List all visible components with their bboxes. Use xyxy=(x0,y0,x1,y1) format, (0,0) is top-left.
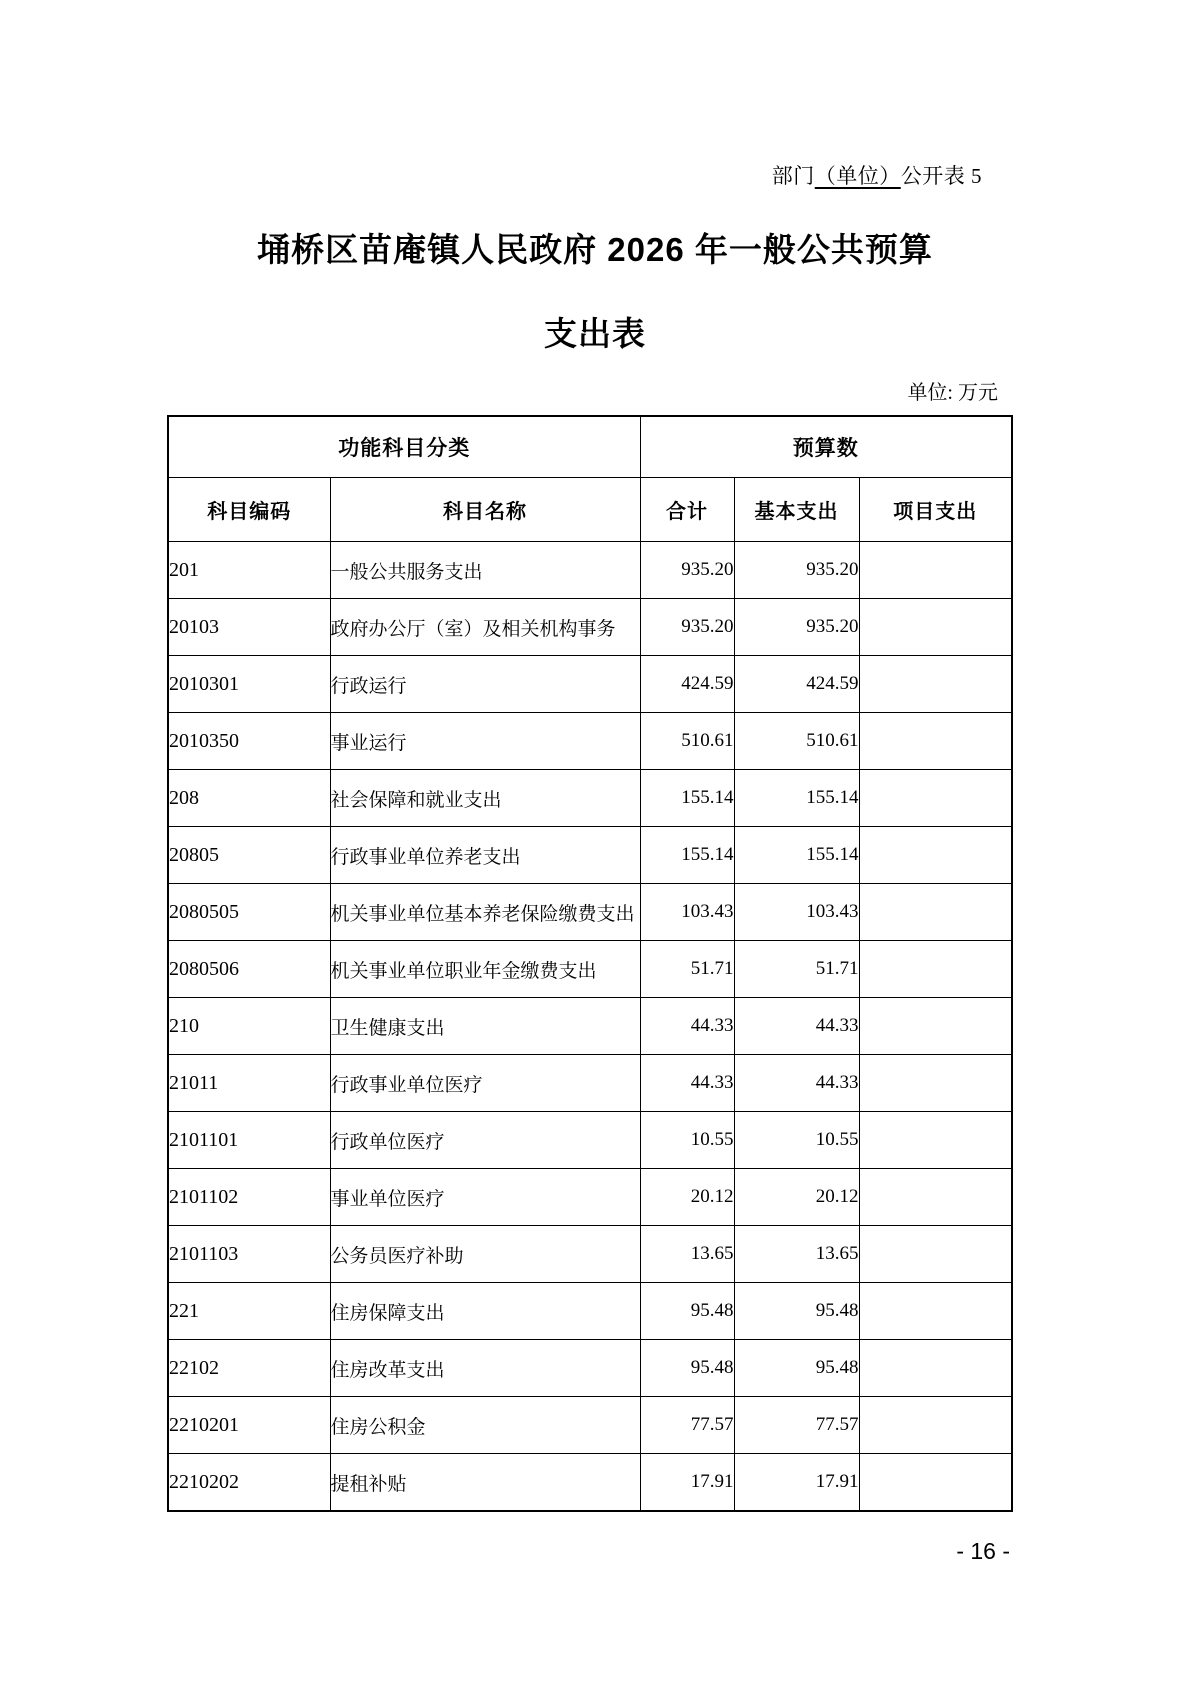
cell-basic-expenditure: 935.20 xyxy=(734,542,859,599)
cell-project-expenditure xyxy=(859,1454,1012,1512)
cell-subject-code: 2210202 xyxy=(168,1454,330,1512)
cell-basic-expenditure: 20.12 xyxy=(734,1169,859,1226)
cell-total: 155.14 xyxy=(640,770,734,827)
cell-basic-expenditure: 510.61 xyxy=(734,713,859,770)
table-row xyxy=(168,542,1012,599)
cell-subject-name: 事业单位医疗 xyxy=(330,1169,640,1226)
cell-project-expenditure xyxy=(859,827,1012,884)
group-header-function-classification: 功能科目分类 xyxy=(168,416,640,478)
table-row xyxy=(168,1283,1012,1340)
cell-basic-expenditure: 10.55 xyxy=(734,1112,859,1169)
cell-subject-name: 公务员医疗补助 xyxy=(330,1226,640,1283)
cell-project-expenditure xyxy=(859,941,1012,998)
cell-basic-expenditure: 44.33 xyxy=(734,1055,859,1112)
budget-expenditure-table xyxy=(167,415,1013,1512)
cell-total: 13.65 xyxy=(640,1226,734,1283)
table-row xyxy=(168,941,1012,998)
cell-subject-name: 住房公积金 xyxy=(330,1397,640,1454)
table-row xyxy=(168,998,1012,1055)
cell-basic-expenditure: 103.43 xyxy=(734,884,859,941)
header-note-suffix: 公开表 5 xyxy=(900,164,982,188)
cell-basic-expenditure: 95.48 xyxy=(734,1340,859,1397)
group-header-budget-amount: 预算数 xyxy=(640,416,1012,478)
cell-subject-name: 卫生健康支出 xyxy=(330,998,640,1055)
cell-subject-code: 21011 xyxy=(168,1055,330,1112)
cell-subject-name: 提租补贴 xyxy=(330,1454,640,1512)
cell-subject-name: 住房保障支出 xyxy=(330,1283,640,1340)
table-row xyxy=(168,1055,1012,1112)
cell-project-expenditure xyxy=(859,542,1012,599)
column-header-basic-expenditure: 基本支出 xyxy=(734,478,859,542)
cell-total: 95.48 xyxy=(640,1283,734,1340)
cell-subject-code: 2080506 xyxy=(168,941,330,998)
cell-total: 103.43 xyxy=(640,884,734,941)
table-row xyxy=(168,599,1012,656)
cell-project-expenditure xyxy=(859,1397,1012,1454)
cell-subject-code: 221 xyxy=(168,1283,330,1340)
table-row xyxy=(168,770,1012,827)
table-row xyxy=(168,1226,1012,1283)
cell-subject-code: 20805 xyxy=(168,827,330,884)
table-row xyxy=(168,713,1012,770)
column-header-subject-name: 科目名称 xyxy=(330,478,640,542)
cell-basic-expenditure: 44.33 xyxy=(734,998,859,1055)
header-note xyxy=(772,160,982,190)
cell-basic-expenditure: 77.57 xyxy=(734,1397,859,1454)
cell-subject-name: 住房改革支出 xyxy=(330,1340,640,1397)
cell-project-expenditure xyxy=(859,1112,1012,1169)
cell-project-expenditure xyxy=(859,1283,1012,1340)
cell-total: 44.33 xyxy=(640,1055,734,1112)
cell-basic-expenditure: 13.65 xyxy=(734,1226,859,1283)
table-row xyxy=(168,1112,1012,1169)
cell-subject-name: 社会保障和就业支出 xyxy=(330,770,640,827)
cell-project-expenditure xyxy=(859,1340,1012,1397)
cell-total: 424.59 xyxy=(640,656,734,713)
cell-subject-name: 行政事业单位养老支出 xyxy=(330,827,640,884)
cell-project-expenditure xyxy=(859,1226,1012,1283)
cell-total: 935.20 xyxy=(640,599,734,656)
cell-subject-code: 2101103 xyxy=(168,1226,330,1283)
table-body xyxy=(168,542,1012,1512)
cell-total: 95.48 xyxy=(640,1340,734,1397)
table-row xyxy=(168,1340,1012,1397)
cell-project-expenditure xyxy=(859,998,1012,1055)
cell-subject-code: 2210201 xyxy=(168,1397,330,1454)
cell-subject-code: 201 xyxy=(168,542,330,599)
cell-subject-code: 2010301 xyxy=(168,656,330,713)
page-title-line2: 支出表 xyxy=(544,315,646,352)
cell-basic-expenditure: 935.20 xyxy=(734,599,859,656)
cell-project-expenditure xyxy=(859,1055,1012,1112)
cell-subject-name: 机关事业单位职业年金缴费支出 xyxy=(330,941,640,998)
cell-subject-name: 机关事业单位基本养老保险缴费支出 xyxy=(330,884,640,941)
cell-project-expenditure xyxy=(859,884,1012,941)
cell-subject-code: 2101102 xyxy=(168,1169,330,1226)
cell-subject-name: 行政运行 xyxy=(330,656,640,713)
cell-subject-code: 208 xyxy=(168,770,330,827)
table-group-header-row xyxy=(168,416,1012,478)
cell-total: 510.61 xyxy=(640,713,734,770)
table-row xyxy=(168,1454,1012,1512)
table-row xyxy=(168,827,1012,884)
cell-total: 155.14 xyxy=(640,827,734,884)
table-row xyxy=(168,1169,1012,1226)
cell-basic-expenditure: 424.59 xyxy=(734,656,859,713)
cell-project-expenditure xyxy=(859,599,1012,656)
cell-subject-name: 事业运行 xyxy=(330,713,640,770)
cell-project-expenditure xyxy=(859,656,1012,713)
cell-subject-code: 2101101 xyxy=(168,1112,330,1169)
table-row xyxy=(168,884,1012,941)
cell-basic-expenditure: 51.71 xyxy=(734,941,859,998)
unit-note: 单位: 万元 xyxy=(907,382,998,404)
cell-total: 20.12 xyxy=(640,1169,734,1226)
cell-subject-code: 20103 xyxy=(168,599,330,656)
cell-subject-code: 2010350 xyxy=(168,713,330,770)
cell-basic-expenditure: 155.14 xyxy=(734,770,859,827)
header-note-prefix: 部门 xyxy=(771,164,815,188)
page-number: - 16 - xyxy=(956,1538,1010,1564)
table-row xyxy=(168,656,1012,713)
cell-project-expenditure xyxy=(859,1169,1012,1226)
header-note-underlined: （单位） xyxy=(814,164,901,188)
column-header-total: 合计 xyxy=(640,478,734,542)
cell-basic-expenditure: 155.14 xyxy=(734,827,859,884)
cell-subject-code: 2080505 xyxy=(168,884,330,941)
cell-total: 17.91 xyxy=(640,1454,734,1512)
cell-subject-name: 一般公共服务支出 xyxy=(330,542,640,599)
cell-project-expenditure xyxy=(859,713,1012,770)
cell-subject-code: 22102 xyxy=(168,1340,330,1397)
cell-project-expenditure xyxy=(859,770,1012,827)
column-header-project-expenditure: 项目支出 xyxy=(859,478,1012,542)
cell-total: 935.20 xyxy=(640,542,734,599)
cell-total: 51.71 xyxy=(640,941,734,998)
page-title-line1: 埇桥区苗庵镇人民政府 2026 年一般公共预算 xyxy=(257,231,933,268)
cell-subject-name: 行政事业单位医疗 xyxy=(330,1055,640,1112)
cell-basic-expenditure: 17.91 xyxy=(734,1454,859,1512)
cell-subject-code: 210 xyxy=(168,998,330,1055)
cell-total: 10.55 xyxy=(640,1112,734,1169)
cell-total: 77.57 xyxy=(640,1397,734,1454)
column-header-subject-code: 科目编码 xyxy=(168,478,330,542)
cell-subject-name: 行政单位医疗 xyxy=(330,1112,640,1169)
cell-subject-name: 政府办公厅（室）及相关机构事务 xyxy=(330,599,640,656)
table-row xyxy=(168,1397,1012,1454)
table-column-header-row xyxy=(168,478,1012,542)
cell-basic-expenditure: 95.48 xyxy=(734,1283,859,1340)
cell-total: 44.33 xyxy=(640,998,734,1055)
